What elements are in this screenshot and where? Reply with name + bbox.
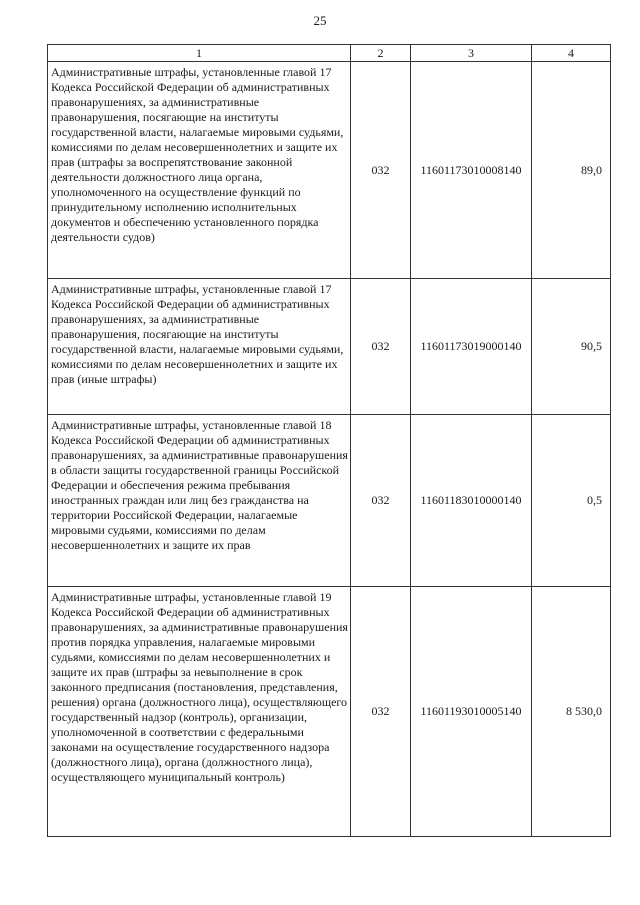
table-row — [48, 279, 611, 415]
row-admin-code: 032 — [351, 587, 411, 837]
row-description: Административные штрафы, установленные главой 19 Кодекса Российской Федерации об административных правонарушениях, за административные правонарушения против порядка управления, налагаемые мировыми судьями, комиссиями по делам несовершеннолетних и защите их прав (штрафы за невыполнение в срок законного предписания (постановления, представления, решения) органа (должностного лица), осуществляющего государственный надзор (контроль), организации, уполномоченной в соответствии с федеральными законами на осуществление государственного надзора (должностного лица), органа (должностного лица), осуществляющего муниципальный контроль) — [48, 587, 351, 837]
table-row — [48, 415, 611, 587]
row-admin-code: 032 — [351, 279, 411, 415]
row-kbk-code: 11601173019000140 — [411, 279, 532, 415]
row-description: Административные штрафы, установленные главой 17 Кодекса Российской Федерации об административных правонарушениях, за административные правонарушения, посягающие на институты государственной власти, налагаемые мировыми судьями, комиссиями по делам несовершеннолетних и защите их прав (иные штрафы) — [48, 279, 351, 415]
row-amount: 8 530,0 — [532, 587, 611, 837]
row-amount: 89,0 — [532, 62, 611, 279]
column-header: 4 — [532, 45, 611, 62]
row-kbk-code: 11601193010005140 — [411, 587, 532, 837]
row-description: Административные штрафы, установленные главой 18 Кодекса Российской Федерации об административных правонарушениях, за административные правонарушения в области защиты государственной границы Российской Федерации и обеспечения режима пребывания иностранных граждан или лиц без гражданства на территории Российской Федерации, налагаемые мировыми судьями, комиссиями по делам несовершеннолетних и защите их прав — [48, 415, 351, 587]
row-admin-code: 032 — [351, 62, 411, 279]
row-kbk-code: 11601183010000140 — [411, 415, 532, 587]
page-number: 25 — [313, 13, 327, 28]
table-row — [48, 587, 611, 837]
table-header-row — [48, 45, 611, 62]
table-row — [48, 62, 611, 279]
row-description: Административные штрафы, установленные главой 17 Кодекса Российской Федерации об административных правонарушениях, за административные правонарушения, посягающие на институты государственной власти, налагаемые мировыми судьями, комиссиями по делам несовершеннолетних и защите их прав (штрафы за воспрепятствование законной деятельности должностного лица органа, уполномоченного на осуществление функций по принудительному исполнению исполнительных документов и обеспечению установленного порядка деятельности судов) — [48, 62, 351, 279]
column-header: 3 — [411, 45, 532, 62]
row-amount: 90,5 — [532, 279, 611, 415]
budget-revenue-table — [47, 44, 611, 837]
row-amount: 0,5 — [532, 415, 611, 587]
row-kbk-code: 11601173010008140 — [411, 62, 532, 279]
column-header: 1 — [48, 45, 351, 62]
row-admin-code: 032 — [351, 415, 411, 587]
column-header: 2 — [351, 45, 411, 62]
